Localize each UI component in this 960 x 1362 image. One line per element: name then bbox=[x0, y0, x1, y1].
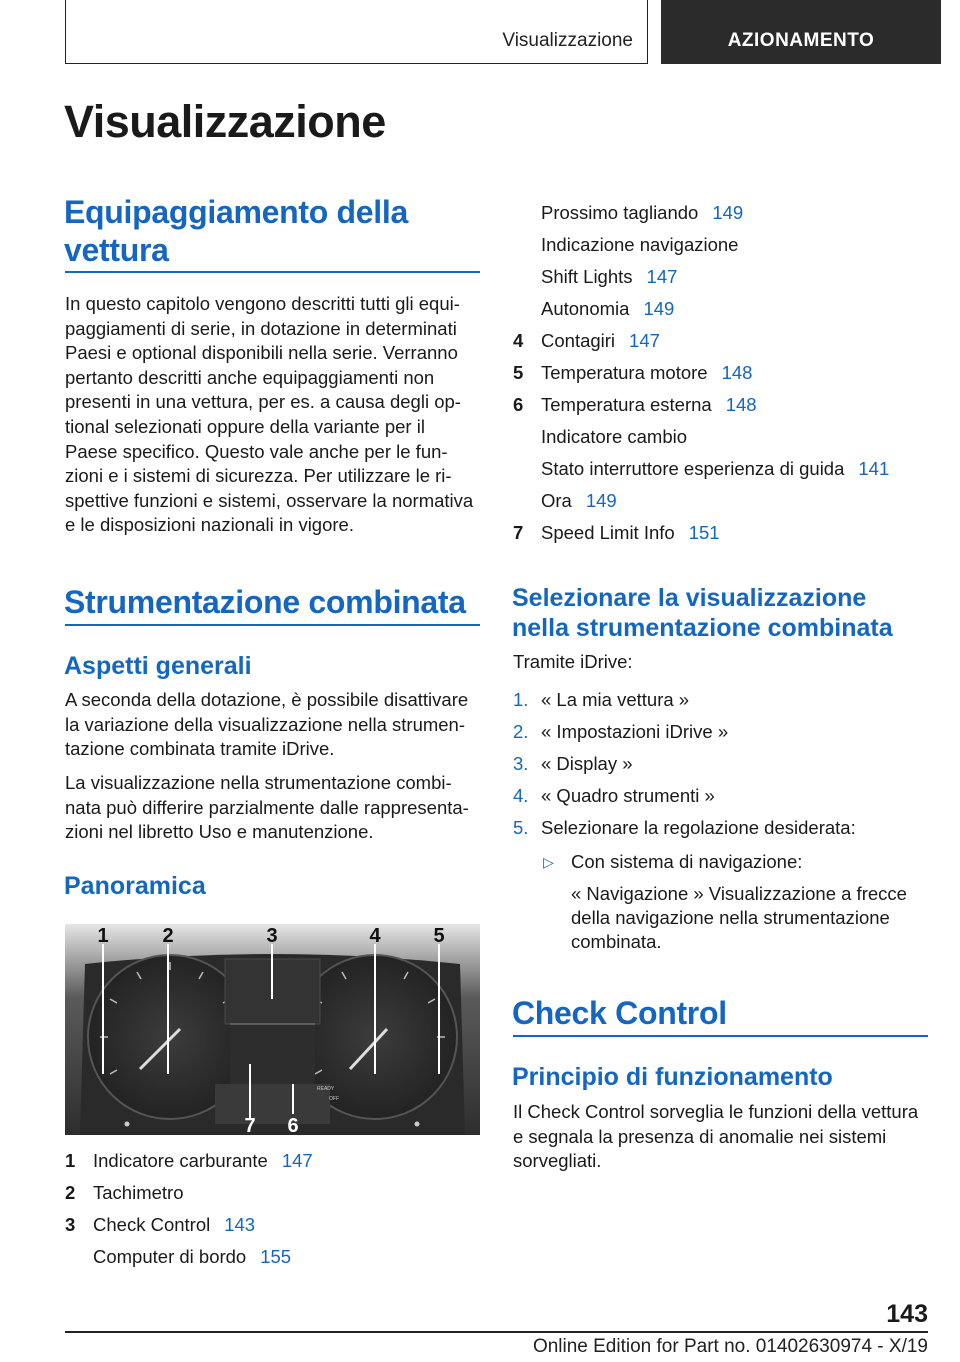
footer-edition-text: Online Edition for Part no. 01402630974 - X/19 bbox=[532, 1336, 928, 1357]
bullet-triangle-icon: ▷ bbox=[543, 854, 554, 870]
check-line: e segnala la presenza di anomalie nei sistemi bbox=[513, 1125, 887, 1147]
gauge-ready-text: READY bbox=[317, 1086, 335, 1092]
legend-text: Prossimo tagliando bbox=[541, 202, 699, 223]
step-number: 1. bbox=[513, 689, 529, 710]
temperature-icon bbox=[415, 1122, 420, 1127]
cluster-label-5: 5 bbox=[433, 925, 445, 947]
select-heading-line1: Selezionare la visualizzazione bbox=[512, 584, 867, 612]
step-text: « Quadro strumenti » bbox=[541, 785, 715, 806]
gauge-off-text: OFF bbox=[329, 1096, 339, 1102]
cluster-label-6: 6 bbox=[287, 1115, 299, 1135]
bullet-detail bbox=[571, 882, 931, 954]
legend-text: Shift Lights bbox=[541, 266, 633, 287]
general-heading: Aspetti generali bbox=[64, 652, 252, 680]
equip-line: tional selezionati oppure della variante per il bbox=[65, 415, 425, 437]
bullet-detail-line: combinata. bbox=[571, 931, 662, 952]
legend-page-ref[interactable]: 148 bbox=[721, 362, 753, 383]
equip-heading-line1: Equipaggiamento della bbox=[64, 194, 408, 230]
legend-number: 6 bbox=[513, 394, 524, 415]
check-heading: Check Control bbox=[512, 995, 727, 1031]
bullet-detail-line: della navigazione nella strumentazione bbox=[571, 907, 890, 928]
legend-text: Indicatore cambio bbox=[541, 426, 688, 447]
legend-page-ref[interactable]: 147 bbox=[629, 330, 660, 351]
legend-text: Temperatura motore bbox=[541, 362, 708, 383]
cluster-label-3: 3 bbox=[266, 925, 278, 947]
step-number: 3. bbox=[513, 753, 529, 774]
equip-line: paggiamenti di serie, in dotazione in determinati bbox=[65, 317, 457, 339]
equip-line: e le disposizioni nazionali in vigore. bbox=[65, 514, 354, 536]
equip-paragraph bbox=[65, 292, 485, 538]
legend-text: Check Control bbox=[93, 1214, 211, 1235]
strum-rule bbox=[65, 624, 480, 626]
legend-text: Temperatura esterna bbox=[541, 394, 712, 415]
check-line: sorvegliati. bbox=[513, 1150, 602, 1172]
legend-number: 5 bbox=[513, 362, 524, 383]
check-rule bbox=[513, 1035, 928, 1037]
legend-text: Indicatore carburante bbox=[93, 1150, 268, 1171]
instrument-cluster-image bbox=[65, 924, 480, 1135]
cluster-label-1: 1 bbox=[97, 925, 109, 947]
step-number: 5. bbox=[513, 817, 529, 838]
select-heading-line2: nella strumentazione combinata bbox=[512, 614, 893, 642]
legend-number: 2 bbox=[65, 1182, 76, 1203]
equip-line: presenti in una vettura, per es. a causa degli op- bbox=[65, 391, 461, 413]
equip-heading bbox=[64, 193, 408, 269]
step-text: « Display » bbox=[541, 753, 633, 774]
step-text: « Impostazioni iDrive » bbox=[541, 721, 729, 742]
equip-line: pertanto descritti anche equipaggiamenti non bbox=[65, 366, 435, 388]
general-line: tazione combinata tramite iDrive. bbox=[65, 738, 335, 760]
step-number: 4. bbox=[513, 785, 529, 806]
equip-line: In questo capitolo vengono descritti tutti gli equi- bbox=[65, 293, 460, 314]
step-number: 2. bbox=[513, 721, 529, 742]
bullet-detail-line: « Navigazione » Visualizzazione a frecce bbox=[571, 883, 907, 904]
equip-line: Paese specifico. Questo vale anche per le fun- bbox=[65, 440, 448, 462]
legend-page-ref[interactable]: 148 bbox=[725, 394, 757, 415]
page-number: 143 bbox=[886, 1300, 928, 1328]
page-title: Visualizzazione bbox=[64, 96, 386, 147]
general-line: nata può differire parzialmente dalle rappresenta- bbox=[65, 796, 469, 818]
equip-line: Paesi e optional disponibili nella serie. Verranno bbox=[65, 342, 458, 364]
bullet-text: Con sistema di navigazione: bbox=[571, 851, 803, 872]
general-line: A seconda della dotazione, è possibile disattivare bbox=[65, 689, 469, 710]
legend-number: 4 bbox=[513, 330, 524, 351]
legend-text: Autonomia bbox=[541, 298, 630, 319]
general-paragraph-2 bbox=[65, 771, 485, 845]
cluster-label-7: 7 bbox=[244, 1115, 256, 1135]
check-paragraph bbox=[513, 1100, 933, 1174]
general-line: zioni nel libretto Uso e manutenzione. bbox=[65, 821, 374, 843]
fuel-icon bbox=[125, 1122, 130, 1127]
general-line: La visualizzazione nella strumentazione combi- bbox=[65, 772, 452, 793]
header-section-title: Visualizzazione bbox=[502, 30, 633, 51]
overview-heading: Panoramica bbox=[64, 872, 206, 900]
step-text: Selezionare la regolazione desiderata: bbox=[541, 817, 856, 838]
equip-line: zioni e i sistemi di sicurezza. Per utilizzare le ri- bbox=[65, 465, 452, 487]
instrument-cluster-svg bbox=[65, 924, 480, 1135]
header-chapter-tab bbox=[661, 0, 941, 64]
legend-page-ref[interactable]: 147 bbox=[281, 1150, 313, 1171]
legend-page-ref[interactable]: 141 bbox=[858, 458, 890, 479]
legend-page-ref[interactable]: 149 bbox=[712, 202, 744, 223]
general-line: la variazione della visualizzazione nella strumen- bbox=[65, 713, 466, 735]
legend-page-ref[interactable]: 149 bbox=[585, 490, 617, 511]
legend-text: Contagiri bbox=[541, 330, 616, 351]
legend-page-ref[interactable]: 143 bbox=[224, 1214, 256, 1235]
header-chapter-title: AZIONAMENTO bbox=[727, 30, 875, 51]
equip-line: spettive funzioni e sistemi, osservare la normativa bbox=[65, 489, 474, 511]
cluster-label-2: 2 bbox=[162, 925, 174, 947]
select-heading bbox=[512, 583, 893, 643]
legend-text: Ora bbox=[541, 490, 572, 511]
general-paragraph-1 bbox=[65, 688, 485, 762]
equip-rule bbox=[65, 271, 480, 273]
footer-rule bbox=[65, 1331, 928, 1333]
legend-number: 7 bbox=[513, 522, 524, 543]
legend-text: Indicazione navigazione bbox=[541, 234, 739, 255]
equip-heading-line2: vettura bbox=[64, 232, 169, 268]
select-intro: Tramite iDrive: bbox=[513, 651, 633, 672]
step-text: « La mia vettura » bbox=[541, 689, 690, 710]
check-line: Il Check Control sorveglia le funzioni della vettura bbox=[513, 1101, 919, 1122]
legend-number: 3 bbox=[65, 1214, 76, 1235]
strum-heading: Strumentazione combinata bbox=[64, 584, 466, 620]
legend-text: Tachimetro bbox=[93, 1182, 184, 1203]
legend-number: 1 bbox=[65, 1150, 76, 1171]
legend-page-ref[interactable]: 149 bbox=[643, 298, 675, 319]
cluster-label-4: 4 bbox=[369, 925, 381, 947]
legend-text: Computer di bordo bbox=[93, 1246, 247, 1267]
check-sub-heading: Principio di funzionamento bbox=[512, 1063, 833, 1091]
legend-text: Stato interruttore esperienza di guida bbox=[541, 458, 845, 479]
legend-page-ref[interactable]: 151 bbox=[688, 522, 720, 543]
legend-page-ref[interactable]: 155 bbox=[260, 1246, 292, 1267]
legend-text: Speed Limit Info bbox=[541, 522, 675, 543]
legend-page-ref[interactable]: 147 bbox=[646, 266, 678, 287]
header-section-box bbox=[65, 0, 648, 64]
